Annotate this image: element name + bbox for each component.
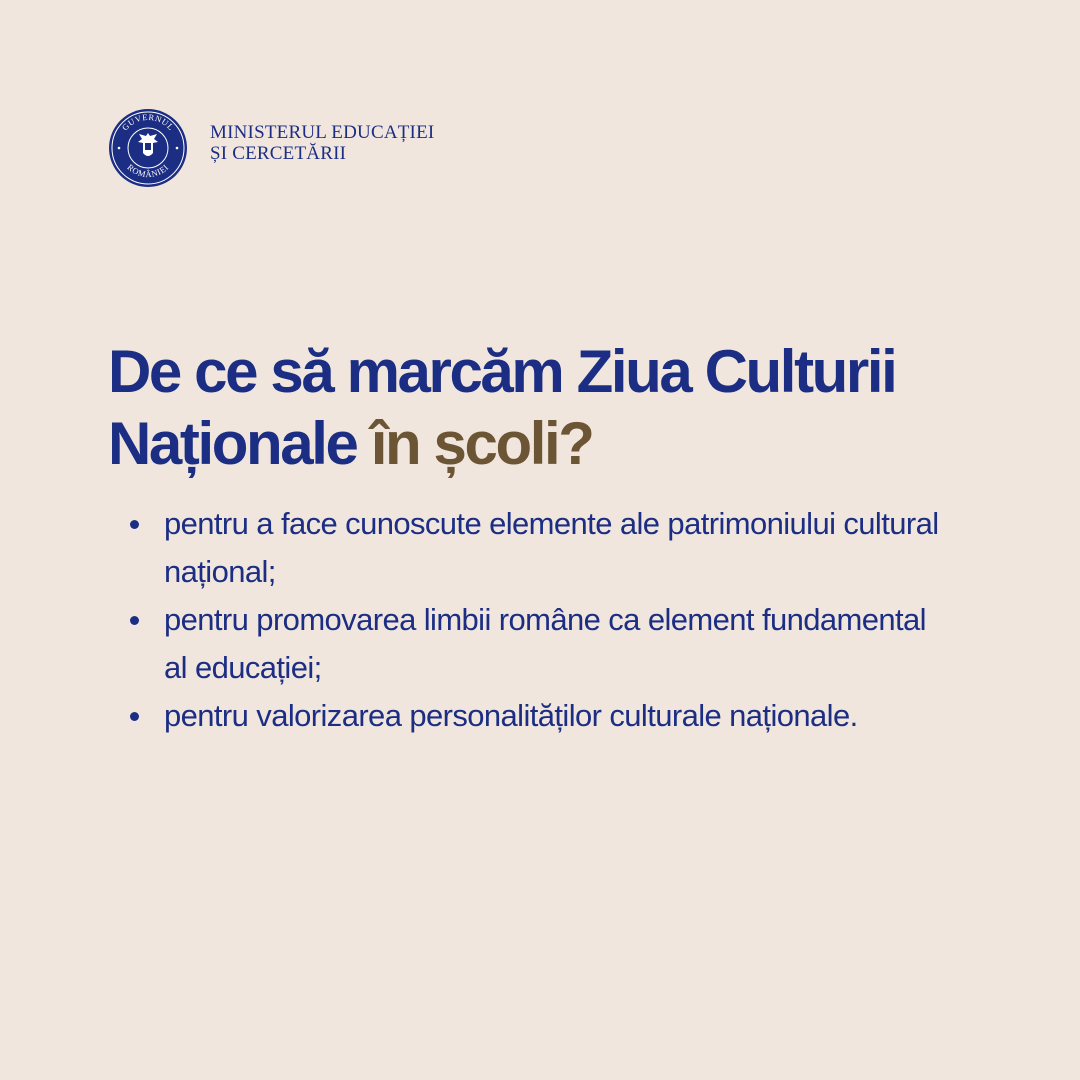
list-item-text: pentru valorizarea personalităților culturale naționale. (164, 698, 858, 733)
ministry-name-line1: MINISTERUL EDUCAȚIEI (210, 122, 435, 143)
title-line2-accent: în școli? (370, 410, 593, 477)
bullet-dot-icon (130, 520, 139, 529)
title-line2-main: Naționale (108, 410, 357, 477)
ministry-name-line2: ȘI CERCETĂRII (210, 143, 347, 164)
seal-text-bottom: ROMÂNIEI (125, 161, 171, 180)
government-seal-logo (108, 108, 188, 188)
list-item (130, 596, 950, 692)
list-item (130, 500, 950, 596)
list-item-text: pentru promovarea limbii române ca element fundamental al educației; (164, 602, 926, 685)
ministry-name (210, 122, 434, 164)
seal-text-top: GUVERNUL (119, 111, 177, 133)
bullet-dot-icon (130, 712, 139, 721)
list-item (130, 692, 950, 740)
page-title (108, 336, 988, 480)
header (108, 108, 434, 188)
title-line1: De ce să marcăm Ziua Culturii (108, 338, 896, 405)
bullet-dot-icon (130, 616, 139, 625)
list-item-text: pentru a face cunoscute elemente ale patrimoniului cultural național; (164, 506, 939, 589)
reasons-list (130, 500, 950, 740)
